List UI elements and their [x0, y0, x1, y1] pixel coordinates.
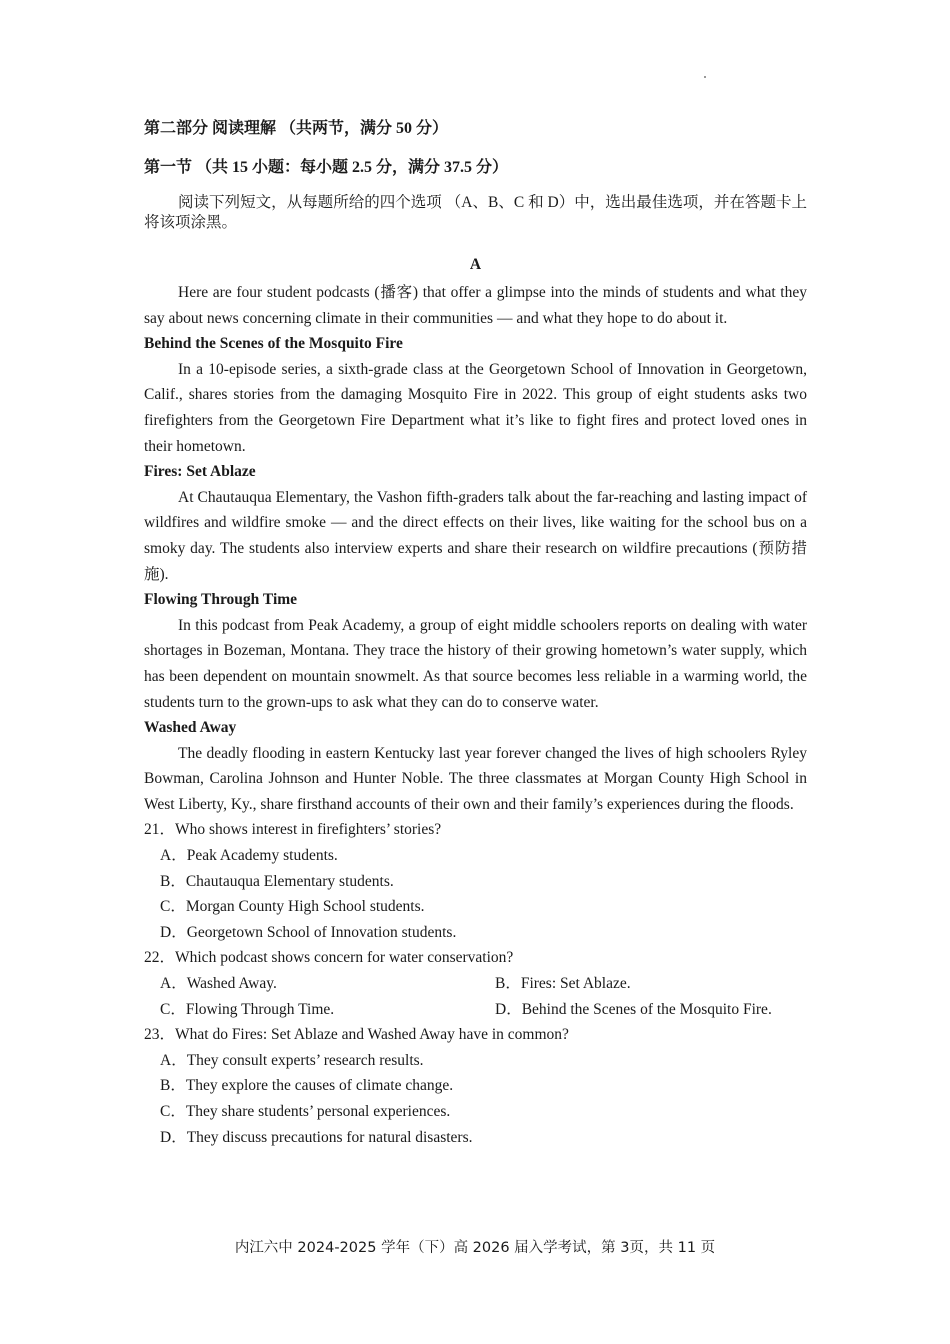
answer-option: A．They consult experts’ research results.: [160, 1051, 424, 1069]
answer-option: A．Washed Away.: [160, 975, 277, 993]
answer-option: B．Fires: Set Ablaze.: [495, 975, 631, 993]
question-stem: 22．Which podcast shows concern for water conservation?: [144, 949, 514, 967]
part-title: 第二部分 阅读理解 （共两节，满分 50 分）: [144, 120, 449, 137]
answer-option: C．Flowing Through Time.: [160, 1000, 335, 1018]
podcast-text: In this podcast from Peak Academy, a group of eight middle schoolers reports on dealing with water shortages in Bozeman, Montana. They trace the history of their growing hometown’s water supply, which has been dependent on mountain snowmelt. As that source becomes less reliable in a warming world, the students turn to the grown-ups to ask what they can do to conserve water.: [144, 616, 807, 711]
passage-label: A: [469, 256, 482, 273]
section-title: 第一节 （共 15 小题：每小题 2.5 分，满分 37.5 分）: [144, 159, 509, 176]
answer-option: B．Chautauqua Elementary students.: [160, 872, 394, 890]
instruction-text: 阅读下列短文，从每题所给的四个选项 （A、B、C 和 D）中，选出最佳选项，并在答题卡上将该项涂黑。: [144, 194, 807, 231]
podcast-text: The deadly flooding in eastern Kentucky last year forever changed the lives of high schoolers Ryley Bowman, Carolina Johnson and Hunter Noble. The three classmates at Morgan County High School in West Liberty, Ky., share firsthand accounts of their own and their family’s experiences during the floods.: [144, 744, 807, 813]
question-stem: 21．Who shows interest in firefighters’ stories?: [144, 821, 442, 839]
answer-option: D．Georgetown School of Innovation students.: [160, 923, 457, 941]
option-row: [160, 971, 807, 997]
podcast-text: In a 10-episode series, a sixth-grade class at the Georgetown School of Innovation in Georgetown, Calif., shares stories from the damaging Mosquito Fire in 2022. This group of eight students asks two firefighters from the Georgetown Fire Department what it’s like to fight fires and protect loved ones in their hometown.: [144, 360, 807, 455]
passage-body: [144, 280, 807, 1150]
page-footer: 内江六中 2024-2025 学年（下）高 2026 届入学考试，第 3页，共 11 页: [234, 1240, 716, 1256]
answer-option: C．They share students’ personal experiences.: [160, 1103, 451, 1120]
podcast-title: Behind the Scenes of the Mosquito Fire: [144, 335, 403, 353]
option-row: [160, 997, 807, 1023]
podcast-title: Flowing Through Time: [144, 591, 298, 609]
podcast-title: Washed Away: [144, 719, 237, 737]
scan-speck: [704, 76, 706, 78]
answer-option: B．They explore the causes of climate change.: [160, 1077, 454, 1095]
answer-option: D．Behind the Scenes of the Mosquito Fire.: [495, 1000, 772, 1018]
answer-option: A．Peak Academy students.: [160, 847, 338, 865]
podcast-text: At Chautauqua Elementary, the Vashon fifth-graders talk about the far-reaching and lasting impact of wildfires and wildfire smoke — and the direct effects on their lives, like waiting for the school bus on a smoky day. The students also interview experts and share their research on wildfire precautions (预防措施).: [144, 488, 807, 583]
podcast-title: Fires: Set Ablaze: [144, 463, 256, 481]
passage-intro: Here are four student podcasts (播客) that offer a glimpse into the minds of students and what they say about news concerning climate in their communities — and what they hope to do about it.: [144, 284, 807, 327]
answer-option: C．Morgan County High School students.: [160, 898, 425, 916]
answer-option: D．They discuss precautions for natural disasters.: [160, 1128, 473, 1146]
question-stem: 23．What do Fires: Set Ablaze and Washed Away have in common?: [144, 1026, 569, 1044]
